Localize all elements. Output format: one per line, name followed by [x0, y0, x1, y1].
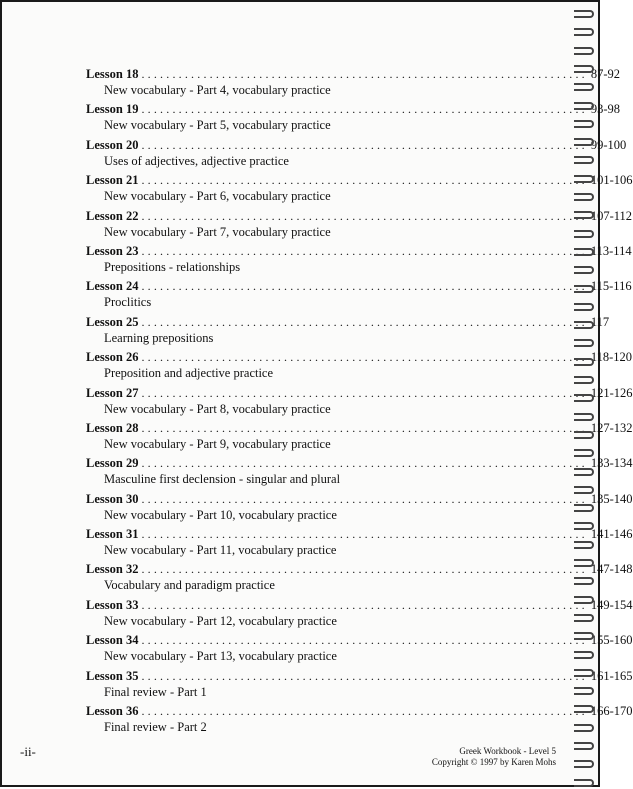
leader-dots: ........................................................................	[141, 279, 588, 294]
lesson-title: Lesson 21	[86, 173, 139, 188]
lesson-description: New vocabulary - Part 6, vocabulary practice	[104, 189, 331, 204]
spiral-ring	[574, 651, 594, 659]
spiral-ring	[574, 211, 594, 219]
spiral-ring	[574, 614, 594, 622]
lesson-description: New vocabulary - Part 5, vocabulary practice	[104, 118, 331, 133]
lesson-title: Lesson 22	[86, 208, 139, 223]
spiral-ring	[574, 321, 594, 329]
page-range: 166-170	[590, 704, 633, 719]
spiral-ring	[574, 10, 594, 18]
page-range: 127-132	[590, 420, 633, 435]
page-range: 87-92	[590, 67, 621, 81]
leader-dots: ........................................................................	[141, 491, 588, 506]
spiral-ring	[574, 687, 594, 695]
spiral-ring	[574, 47, 594, 55]
lesson-title: Lesson 30	[86, 491, 139, 506]
leader-dots: ........................................................................	[141, 668, 588, 683]
page-range: 115-116	[590, 279, 632, 294]
spiral-binding	[568, 2, 598, 789]
spiral-ring	[574, 559, 594, 567]
lesson-title: Lesson 31	[86, 527, 139, 542]
lesson-description: Masculine first declension - singular and plural	[104, 472, 341, 487]
page-range: 121-126	[590, 385, 633, 400]
book-title: Greek Workbook - Level 5	[459, 746, 556, 756]
footer-credits	[432, 746, 556, 768]
leader-dots: ........................................................................	[141, 456, 588, 471]
spiral-ring	[574, 230, 594, 238]
spiral-ring	[574, 248, 594, 256]
lesson-description: Vocabulary and paradigm practice	[104, 578, 275, 593]
leader-dots: ........................................................................	[141, 385, 588, 400]
leader-dots: ........................................................................	[141, 597, 588, 612]
toc-entry	[86, 314, 610, 349]
lesson-title: Lesson 32	[86, 562, 139, 577]
leader-dots: ........................................................................	[141, 137, 588, 152]
lesson-description: Learning prepositions	[104, 330, 214, 345]
lesson-title: Lesson 25	[86, 314, 139, 329]
lesson-description: New vocabulary - Part 9, vocabulary practice	[104, 436, 331, 451]
toc-entry	[86, 491, 633, 526]
lesson-description: New vocabulary - Part 11, vocabulary practice	[104, 543, 337, 558]
toc-entry	[86, 632, 633, 667]
toc-entry	[86, 243, 632, 278]
toc-entry	[86, 278, 632, 313]
lesson-description: New vocabulary - Part 4, vocabulary practice	[104, 83, 331, 97]
leader-dots: ........................................................................	[141, 102, 588, 117]
toc-entry	[86, 101, 621, 136]
spiral-ring	[574, 779, 594, 787]
spiral-ring	[574, 303, 594, 311]
leader-dots: ........................................................................	[141, 633, 588, 648]
spiral-ring	[574, 577, 594, 585]
leader-dots: ........................................................................	[141, 350, 588, 365]
lesson-title: Lesson 27	[86, 385, 139, 400]
spiral-ring	[574, 120, 594, 128]
toc-entry	[86, 526, 633, 561]
spiral-ring	[574, 102, 594, 110]
lesson-description: New vocabulary - Part 10, vocabulary practice	[104, 507, 337, 522]
spiral-ring	[574, 486, 594, 494]
lesson-title: Lesson 33	[86, 597, 139, 612]
toc-entry	[86, 561, 633, 596]
spiral-ring	[574, 541, 594, 549]
page-range: 117	[590, 314, 610, 329]
page-range: 107-112	[590, 208, 633, 223]
spiral-ring	[574, 705, 594, 713]
leader-dots: ........................................................................	[141, 420, 588, 435]
page-range: 99-100	[590, 137, 627, 152]
spiral-ring	[574, 138, 594, 146]
spiral-ring	[574, 65, 594, 73]
spiral-ring	[574, 193, 594, 201]
lesson-title: Lesson 20	[86, 137, 139, 152]
page-range: 161-165	[590, 668, 633, 683]
leader-dots: ........................................................................	[141, 208, 588, 223]
page-range: 147-148	[590, 562, 633, 577]
spiral-ring	[574, 596, 594, 604]
leader-dots: ........................................................................	[141, 527, 588, 542]
spiral-ring	[574, 339, 594, 347]
spiral-ring	[574, 376, 594, 384]
lesson-description: Final review - Part 1	[104, 684, 207, 699]
spiral-ring	[574, 413, 594, 421]
lesson-description: New vocabulary - Part 8, vocabulary practice	[104, 401, 331, 416]
spiral-ring	[574, 742, 594, 750]
toc-entry	[86, 66, 621, 101]
leader-dots: ........................................................................	[141, 173, 588, 188]
spiral-ring	[574, 431, 594, 439]
leader-dots: ........................................................................	[141, 243, 588, 258]
lesson-title: Lesson 23	[86, 243, 139, 258]
leader-dots: ........................................................................	[141, 314, 588, 329]
page-range: 101-106	[590, 173, 633, 188]
lesson-title: Lesson 35	[86, 668, 139, 683]
spiral-ring	[574, 285, 594, 293]
lesson-description: Uses of adjectives, adjective practice	[104, 153, 289, 168]
lesson-title: Lesson 24	[86, 279, 139, 294]
lesson-description: Final review - Part 2	[104, 720, 207, 735]
spiral-ring	[574, 28, 594, 36]
spiral-ring	[574, 504, 594, 512]
spiral-ring	[574, 156, 594, 164]
lesson-description: New vocabulary - Part 12, vocabulary practice	[104, 613, 337, 628]
lesson-description: Preposition and adjective practice	[104, 366, 274, 381]
spiral-ring	[574, 724, 594, 732]
toc-entry	[86, 420, 633, 455]
toc-entry	[86, 703, 633, 738]
lesson-title: Lesson 34	[86, 633, 139, 648]
page-range: 93-98	[590, 102, 621, 117]
spiral-ring	[574, 632, 594, 640]
leader-dots: ........................................................................	[141, 562, 588, 577]
toc-entry	[86, 455, 633, 490]
page-range: 141-146	[590, 527, 633, 542]
toc-entry	[86, 137, 627, 172]
table-of-contents	[86, 66, 633, 738]
spiral-ring	[574, 669, 594, 677]
page-range: 155-160	[590, 633, 633, 648]
page-range: 149-154	[590, 597, 633, 612]
lesson-description: Prepositions - relationships	[104, 259, 241, 274]
page-range: 135-140	[590, 491, 633, 506]
toc-entry	[86, 597, 633, 632]
toc-entry	[86, 172, 633, 207]
toc-entry	[86, 349, 633, 384]
lesson-title: Lesson 29	[86, 456, 139, 471]
page-range: 113-114	[590, 243, 632, 258]
lesson-description: New vocabulary - Part 7, vocabulary practice	[104, 224, 331, 239]
spiral-ring	[574, 760, 594, 768]
lesson-title: Lesson 28	[86, 420, 139, 435]
spiral-ring	[574, 266, 594, 274]
page-range: 133-134	[590, 456, 633, 471]
lesson-title: Lesson 19	[86, 102, 139, 117]
lesson-description: Proclitics	[104, 295, 152, 310]
leader-dots: ........................................................................	[141, 704, 588, 719]
lesson-description: New vocabulary - Part 13, vocabulary practice	[104, 649, 337, 664]
toc-entry	[86, 208, 633, 243]
spiral-ring	[574, 468, 594, 476]
spiral-ring	[574, 394, 594, 402]
toc-entry	[86, 385, 633, 420]
lesson-title: Lesson 26	[86, 350, 139, 365]
page-number: -ii-	[20, 744, 36, 759]
toc-entry	[86, 668, 633, 703]
spiral-ring	[574, 522, 594, 530]
spiral-ring	[574, 358, 594, 366]
spiral-ring	[574, 449, 594, 457]
spiral-ring	[574, 83, 594, 91]
spiral-ring	[574, 175, 594, 183]
page-range: 118-120	[590, 350, 633, 365]
leader-dots: ........................................................................	[141, 67, 588, 81]
lesson-title: Lesson 36	[86, 704, 139, 719]
copyright-line: Copyright © 1997 by Karen Mohs	[431, 757, 556, 767]
lesson-title: Lesson 18	[86, 67, 139, 81]
